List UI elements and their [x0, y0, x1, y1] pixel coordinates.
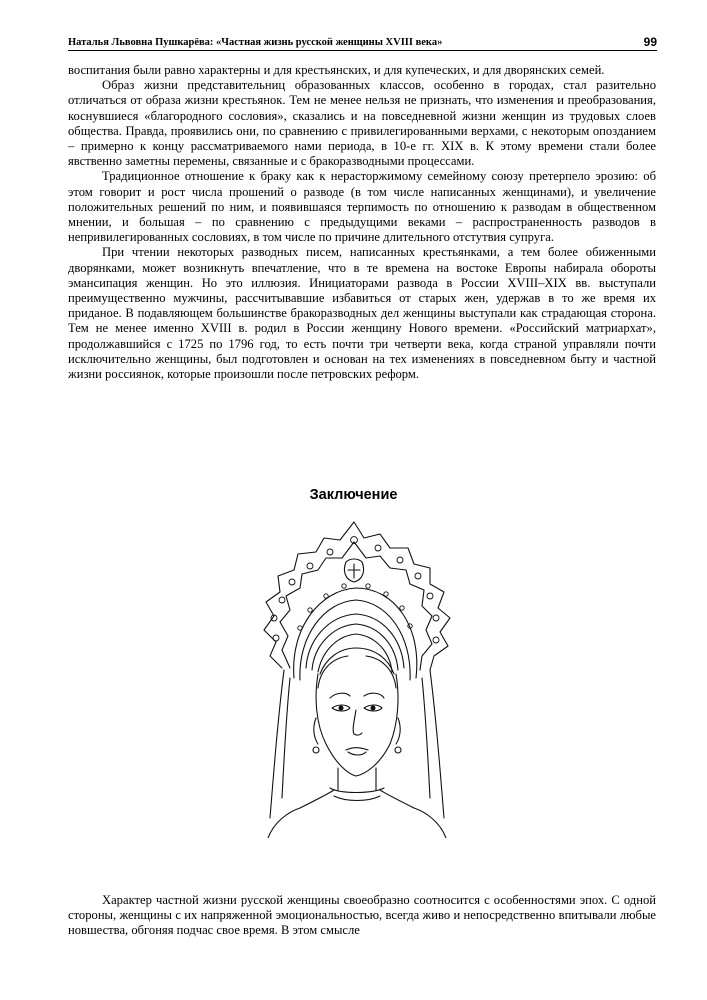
- page-number: 99: [643, 35, 657, 49]
- paragraph: Характер частной жизни русской женщины своеобразно соотносится с особенностями эпох. С одной стороны, женщины с их напряженной эмоциональностью, всегда живо и непосредственно впитывали любые новшества, обгоняя подчас свое время. В этом смысле: [68, 893, 656, 938]
- section-heading: Заключение: [309, 487, 398, 503]
- paragraph: При чтении некоторых разводных писем, написанных крестьянками, а тем более обиженными дворянками, может возникнуть впечатление, что в те времена на востоке Европы набирала обороты эмансипация женщин. Но это иллюзия. Инициаторами развода в России XVIII–XIX вв. выступали преимущественно мужчины, рассчитывавшие избавиться от старых жен, удержав в то же время их приданое. В подавляющем большинстве бракоразводных дел женщины выступали как страдающая сторона. Тем не менее именно XVIII в. родил в России женщину Нового времени. «Российский матриархат», продолжавшийся с 1725 по 1796 год, то есть почти три четверти века, когда страной управляли почти исключительно женщины, был подготовлен и основан на тех изменениях в повседневном быту и частной жизни россиянок, которые произошли после петровских реформ.: [68, 245, 656, 382]
- paragraph: воспитания были равно характерны и для крестьянских, и для купеческих, и для дворянских семей.: [68, 63, 605, 77]
- running-title: Наталья Львовна Пушкарёва: «Частная жизнь русской женщины XVIII века»: [68, 37, 443, 48]
- paragraph: Образ жизни представительниц образованных классов, особенно в городах, стал разительно отличаться от образа жизни крестьянок. Тем не менее нельзя не признать, что изменения и преобразования, коснувшиеся «благородного сословия», сказались и на повседневной жизни женщин из трудовых слоев общества. Правда, проявились они, по сравнению с привилегированными верхами, с некоторым опозданием – примерно к концу рассматриваемого нами периода, в 10-е гг. XIX в. К этому времени стали более явственно заметны перемены, связанные и с бракоразводными процессами.: [68, 78, 656, 169]
- woman-in-kokoshnik-illustration: [230, 518, 484, 838]
- running-header: [68, 34, 657, 51]
- main-text: [68, 63, 656, 382]
- conclusion-text: [68, 893, 656, 939]
- paragraph: Традиционное отношение к браку как к нерасторжимому семейному союзу претерпело эрозию: об этом говорит и рост числа прошений о разводе (в том числе написанных женщинами), и увеличение положительных решений по ним, и появившаяся терпимость по отношению к разводам в общественном мнении, и большая – по сравнению с предыдущими веками – распространенность разводов в непривилегированных сословиях, в том числе по причине длительного отстутвия супруга.: [68, 169, 656, 245]
